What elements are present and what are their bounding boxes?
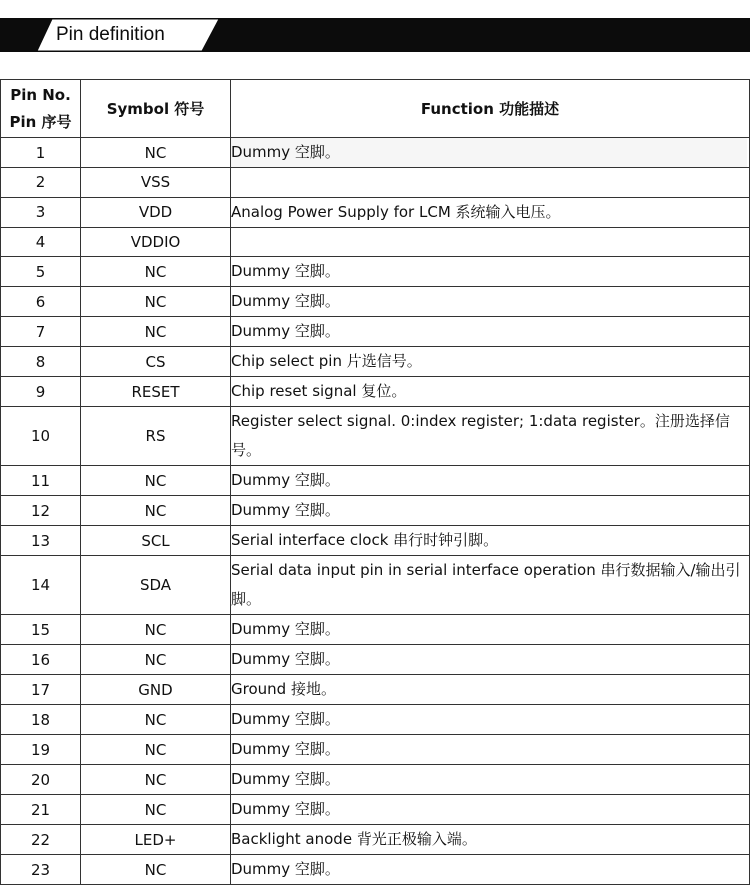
pin-number-cell: 15 bbox=[1, 615, 81, 645]
symbol-cell: LED+ bbox=[81, 825, 231, 855]
symbol-cell: RESET bbox=[81, 377, 231, 407]
pin-number-cell: 8 bbox=[1, 347, 81, 377]
symbol-cell: RS bbox=[81, 407, 231, 466]
pin-number-cell: 2 bbox=[1, 168, 81, 198]
function-cell: Dummy 空脚。 bbox=[231, 317, 750, 347]
function-cell bbox=[231, 168, 750, 198]
table-row bbox=[1, 526, 750, 556]
function-cell: Dummy 空脚。 bbox=[231, 645, 750, 675]
table-row bbox=[1, 496, 750, 526]
symbol-cell: NC bbox=[81, 765, 231, 795]
pin-number-cell: 23 bbox=[1, 855, 81, 885]
column-header-symbol: Symbol 符号 bbox=[81, 80, 231, 138]
symbol-cell: GND bbox=[81, 675, 231, 705]
table-row bbox=[1, 317, 750, 347]
pin-number-cell: 6 bbox=[1, 287, 81, 317]
pin-number-cell: 19 bbox=[1, 735, 81, 765]
pin-number-cell: 1 bbox=[1, 138, 81, 168]
symbol-cell: NC bbox=[81, 138, 231, 168]
function-cell bbox=[231, 138, 750, 168]
table-row bbox=[1, 795, 750, 825]
pin-number-cell: 9 bbox=[1, 377, 81, 407]
table-row bbox=[1, 377, 750, 407]
symbol-cell: SCL bbox=[81, 526, 231, 556]
pin-number-cell: 14 bbox=[1, 556, 81, 615]
table-row bbox=[1, 556, 750, 615]
table-row bbox=[1, 466, 750, 496]
function-cell: Serial data input pin in serial interface operation 串行数据输入/输出引脚。 bbox=[231, 556, 750, 615]
function-cell: Backlight anode 背光正极输入端。 bbox=[231, 825, 750, 855]
table-row bbox=[1, 138, 750, 168]
function-cell: Dummy 空脚。 bbox=[231, 765, 750, 795]
table-row bbox=[1, 347, 750, 377]
symbol-cell: NC bbox=[81, 735, 231, 765]
function-cell: Chip select pin 片选信号。 bbox=[231, 347, 750, 377]
function-text: Dummy 空脚。 bbox=[231, 138, 747, 167]
pin-number-cell: 17 bbox=[1, 675, 81, 705]
function-cell: Dummy 空脚。 bbox=[231, 257, 750, 287]
pin-number-cell: 13 bbox=[1, 526, 81, 556]
table-row bbox=[1, 197, 750, 227]
symbol-cell: CS bbox=[81, 347, 231, 377]
column-header-function: Function 功能描述 bbox=[231, 80, 750, 138]
section-header-tab bbox=[36, 18, 220, 52]
table-row bbox=[1, 855, 750, 885]
table-row bbox=[1, 735, 750, 765]
pin-definition-table bbox=[0, 79, 750, 885]
table-row bbox=[1, 615, 750, 645]
pin-number-cell: 18 bbox=[1, 705, 81, 735]
column-header-pin-line2: Pin 序号 bbox=[9, 112, 72, 131]
symbol-cell: NC bbox=[81, 317, 231, 347]
table-row bbox=[1, 825, 750, 855]
function-cell: Dummy 空脚。 bbox=[231, 496, 750, 526]
table-row bbox=[1, 257, 750, 287]
symbol-cell: NC bbox=[81, 615, 231, 645]
pin-number-cell: 12 bbox=[1, 496, 81, 526]
table-row bbox=[1, 705, 750, 735]
function-cell: Ground 接地。 bbox=[231, 675, 750, 705]
table-header-row bbox=[1, 80, 750, 138]
symbol-cell: NC bbox=[81, 855, 231, 885]
pin-number-cell: 4 bbox=[1, 227, 81, 257]
symbol-cell: VSS bbox=[81, 168, 231, 198]
symbol-cell: VDDIO bbox=[81, 227, 231, 257]
symbol-cell: NC bbox=[81, 705, 231, 735]
pin-number-cell: 11 bbox=[1, 466, 81, 496]
symbol-cell: NC bbox=[81, 257, 231, 287]
pin-number-cell: 21 bbox=[1, 795, 81, 825]
table-row bbox=[1, 407, 750, 466]
function-cell: Chip reset signal 复位。 bbox=[231, 377, 750, 407]
pin-number-cell: 16 bbox=[1, 645, 81, 675]
function-cell: Register select signal. 0:index register; 1:data register。注册选择信号。 bbox=[231, 407, 750, 466]
function-cell: Dummy 空脚。 bbox=[231, 855, 750, 885]
symbol-cell: VDD bbox=[81, 197, 231, 227]
column-header-pin bbox=[1, 80, 81, 138]
table-row bbox=[1, 168, 750, 198]
pin-number-cell: 3 bbox=[1, 197, 81, 227]
symbol-cell: SDA bbox=[81, 556, 231, 615]
function-cell: Dummy 空脚。 bbox=[231, 735, 750, 765]
function-cell: Serial interface clock 串行时钟引脚。 bbox=[231, 526, 750, 556]
table-row bbox=[1, 675, 750, 705]
table-row bbox=[1, 765, 750, 795]
function-cell: Dummy 空脚。 bbox=[231, 287, 750, 317]
column-header-pin-line1: Pin No. bbox=[10, 85, 71, 104]
table-row bbox=[1, 645, 750, 675]
pin-number-cell: 7 bbox=[1, 317, 81, 347]
symbol-cell: NC bbox=[81, 795, 231, 825]
pin-number-cell: 22 bbox=[1, 825, 81, 855]
function-cell: Dummy 空脚。 bbox=[231, 795, 750, 825]
function-cell: Analog Power Supply for LCM 系统输入电压。 bbox=[231, 197, 750, 227]
function-cell: Dummy 空脚。 bbox=[231, 466, 750, 496]
symbol-cell: NC bbox=[81, 287, 231, 317]
symbol-cell: NC bbox=[81, 466, 231, 496]
function-cell bbox=[231, 227, 750, 257]
table-row bbox=[1, 227, 750, 257]
pin-number-cell: 20 bbox=[1, 765, 81, 795]
section-title: Pin definition bbox=[56, 24, 165, 45]
symbol-cell: NC bbox=[81, 645, 231, 675]
function-cell: Dummy 空脚。 bbox=[231, 705, 750, 735]
function-cell: Dummy 空脚。 bbox=[231, 615, 750, 645]
symbol-cell: NC bbox=[81, 496, 231, 526]
table-row bbox=[1, 287, 750, 317]
pin-number-cell: 5 bbox=[1, 257, 81, 287]
pin-number-cell: 10 bbox=[1, 407, 81, 466]
